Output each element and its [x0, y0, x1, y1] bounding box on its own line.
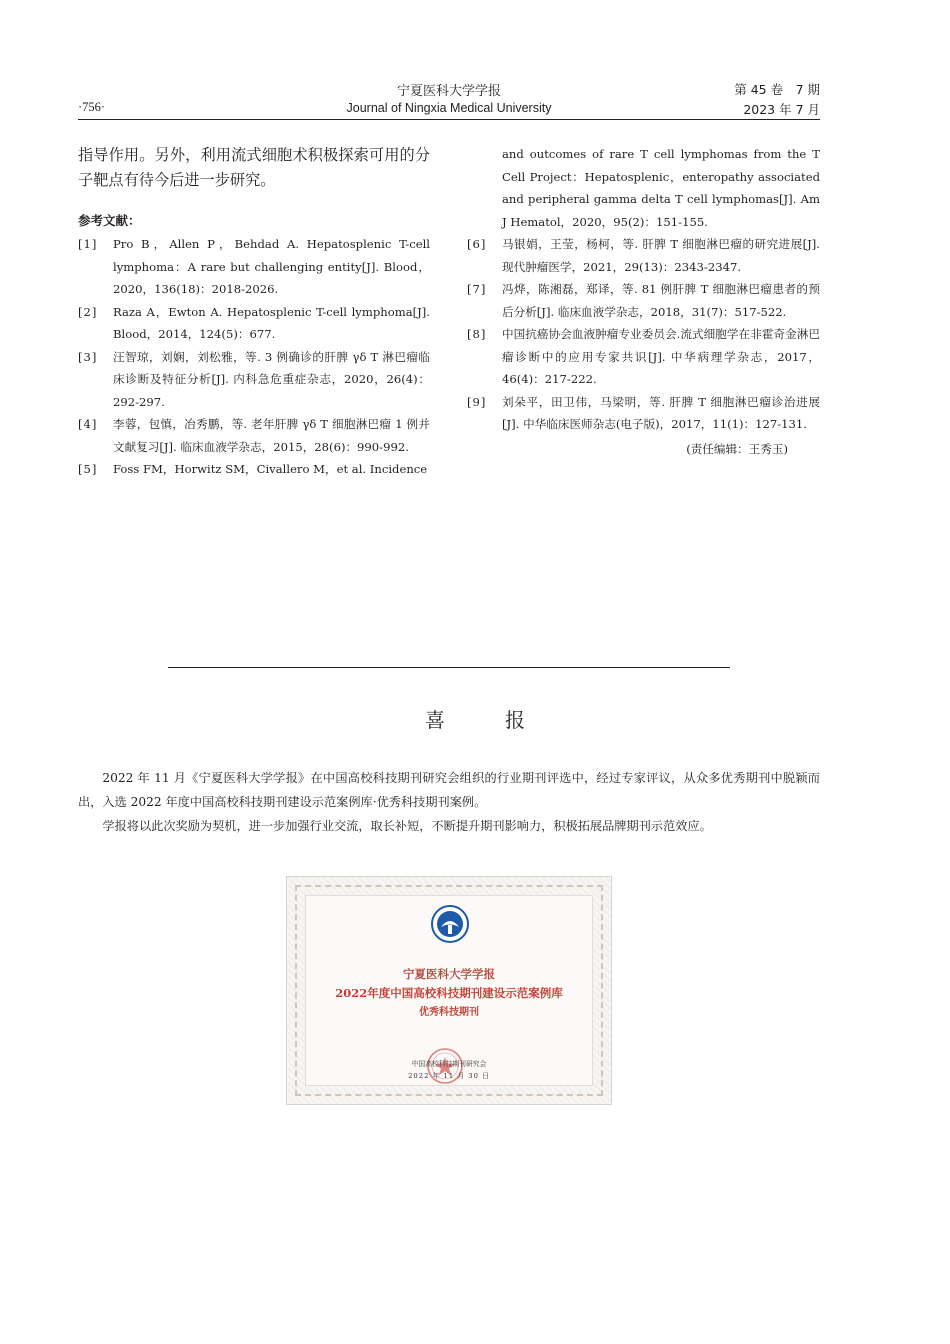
reference-item	[78, 301, 430, 346]
reference-number: [9]	[467, 394, 487, 409]
issue-date: 2023 年 7 月	[743, 102, 820, 117]
reference-item	[467, 391, 820, 436]
reference-number: [3]	[78, 349, 98, 364]
reference-list-left	[78, 233, 430, 481]
reference-item	[78, 458, 430, 481]
reference-text: 中国抗癌协会血液肿瘤专业委员会.流式细胞学在非霍奇金淋巴瘤诊断中的应用专家共识[J]. 中华病理学杂志，2017，46(4)：217-222.	[502, 327, 820, 386]
announcement-title: 喜 报	[425, 708, 545, 732]
reference-list-right	[467, 233, 820, 436]
left-column	[78, 143, 430, 481]
reference-item	[467, 278, 820, 323]
body-paragraph: 指导作用。另外，利用流式细胞术积极探索可用的分子靶点有待今后进一步研究。	[78, 146, 430, 189]
society-logo-icon	[431, 905, 469, 943]
announcement-paragraph-2: 学报将以此次奖励为契机，进一步加强行业交流，取长补短，不断提升期刊影响力，积极拓展品牌期刊示范效应。	[102, 819, 712, 833]
references-heading: 参考文献：	[78, 213, 141, 228]
reference-text: 李蓉，包慎，冶秀鹏，等. 老年肝脾 γδ T 细胞淋巴瘤 1 例并文献复习[J]. 临床血液学杂志，2015，28(6)：990-992.	[113, 417, 430, 454]
reference-number: [2]	[78, 304, 98, 319]
page-number: ·756·	[78, 100, 106, 114]
editor-note: (责任编辑：王秀玉)	[686, 441, 788, 456]
volume-issue: 第 45 卷 7 期	[734, 82, 820, 97]
reference-text: Pro B，Allen P，Behdad A. Hepatosplenic T-cell lymphoma：A rare but challenging entity[J]. Blood，2020，136(18)：2018-2026.	[113, 237, 430, 296]
reference-number: [1]	[78, 237, 98, 251]
reference-number: [5]	[78, 462, 98, 476]
certificate-award-category: 优秀科技期刊	[419, 1007, 479, 1018]
page-header	[78, 78, 820, 120]
certificate-issuer: 中国高校科技期刊研究会	[411, 1060, 487, 1068]
right-column	[467, 143, 820, 460]
reference-text: 冯烨，陈湘磊，郑译，等. 81 例肝脾 T 细胞淋巴瘤患者的预后分析[J]. 临床血液学杂志，2018，31(7)：517-522.	[502, 282, 820, 319]
reference-item	[78, 413, 430, 458]
certificate-image	[286, 876, 612, 1105]
reference-item	[78, 233, 430, 301]
reference-item	[467, 233, 820, 278]
certificate-journal-name: 宁夏医科大学学报	[403, 967, 495, 981]
section-divider	[168, 667, 730, 668]
reference-number: [6]	[467, 237, 487, 251]
reference-number: [7]	[467, 282, 487, 296]
reference-text: 刘朵平，田卫伟，马梁明，等. 肝脾 T 细胞淋巴瘤诊治进展[J]. 中华临床医师杂志(电子版)，2017，11(1)：127-131.	[502, 394, 820, 431]
certificate-date: 2022 年 11 月 30 日	[408, 1072, 490, 1080]
journal-title-zh: 宁夏医科大学学报	[396, 84, 501, 99]
reference-item	[78, 346, 430, 414]
reference-text: 汪智琼，刘娴，刘松雅，等. 3 例确诊的肝脾 γδ T 淋巴瘤临床诊断及特征分析[J]. 内科急危重症杂志，2020，26(4)：292-297.	[113, 349, 430, 409]
reference-item	[467, 323, 820, 391]
reference-text: 马银娟，王莹，杨柯，等. 肝脾 T 细胞淋巴瘤的研究进展[J]. 现代肿瘤医学，2021，29(13)：2343-2347.	[502, 237, 820, 274]
journal-title-en: Journal of Ningxia Medical University	[346, 101, 552, 115]
certificate-award-title: 2022年度中国高校科技期刊建设示范案例库	[335, 986, 563, 1000]
reference-text: Foss FM，Horwitz SM，Civallero M，et al. Incidence	[113, 462, 428, 476]
announcement-paragraph-1: 2022 年 11 月《宁夏医科大学学报》在中国高校科技期刊研究会组织的行业期刊评选中，经过专家评议，从众多优秀期刊中脱颖而出，入选 2022 年度中国高校科技期刊建设示范案例库·优秀科技期刊案例。	[78, 771, 820, 809]
reference-number: [4]	[78, 417, 98, 431]
reference-number: [8]	[467, 327, 487, 341]
reference-text: Raza A，Ewton A. Hepatosplenic T-cell lymphoma[J]. Blood，2014，124(5)：677.	[113, 304, 430, 341]
reference-5-continuation: and outcomes of rare T cell lymphomas from the T Cell Project：Hepatosplenic，enteropathy associated and peripheral gamma delta T cell lymphomas[J]. Am J Hematol，2020，95(2)：151-155.	[502, 147, 820, 229]
